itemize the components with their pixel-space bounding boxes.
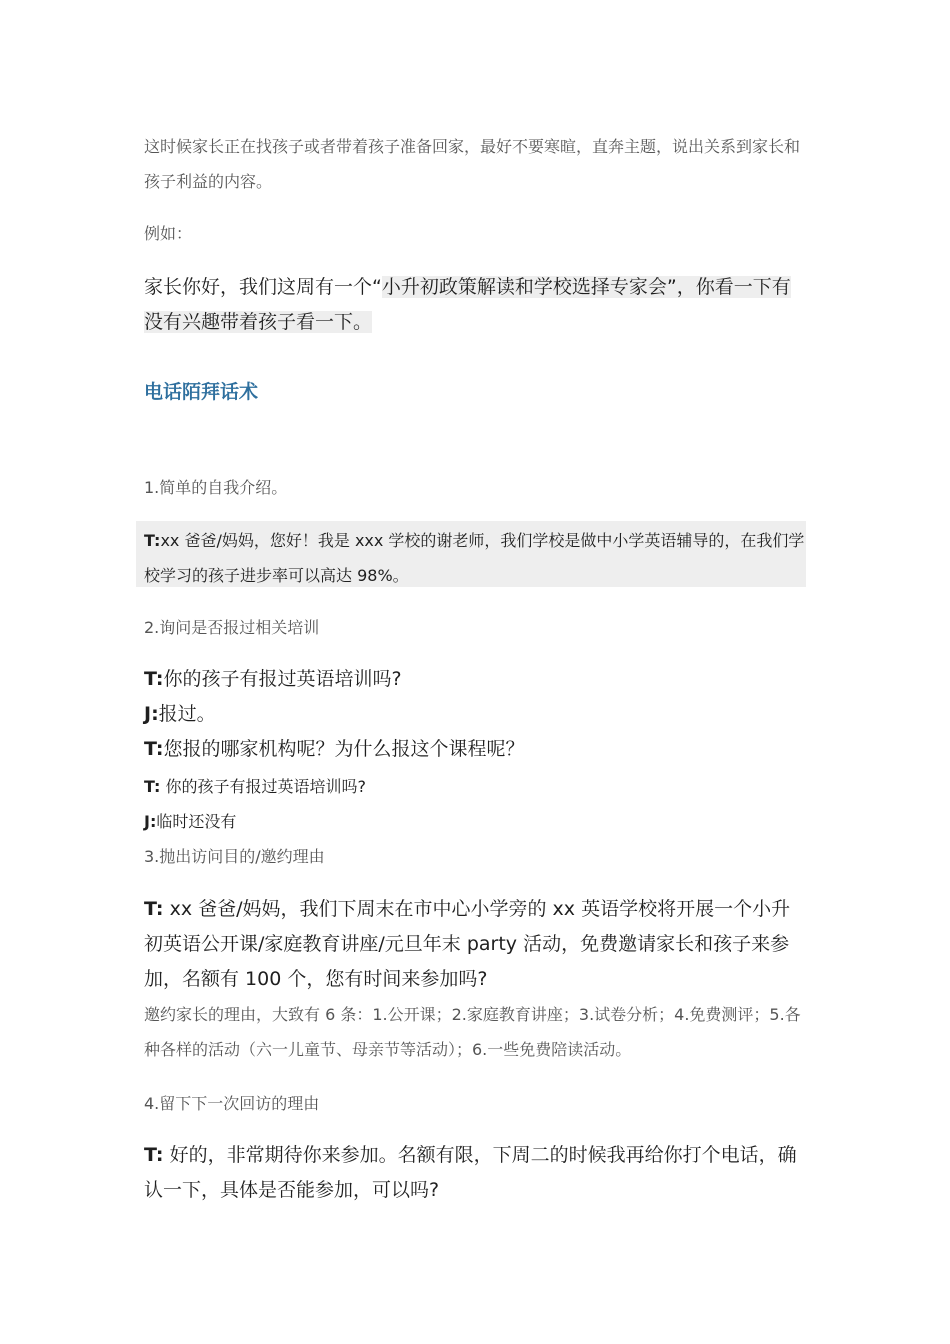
- step3-note: 邀约家长的理由，大致有 6 条：1.公开课；2.家庭教育讲座；3.试卷分析；4.免费测评；5.各种各样的活动（六一儿童节、母亲节等活动）；6.一些免费陪读活动。: [144, 1005, 801, 1059]
- step1-dialog-box: [136, 521, 806, 587]
- example-label: 例如：: [144, 224, 193, 243]
- step3-title: 3.抛出访问目的/邀约理由: [144, 847, 325, 866]
- dialog-text: 你的孩子有报过英语培训吗?: [163, 668, 402, 690]
- step4-text: 好的，非常期待你来参加。名额有限，下周二的时候我再给你打个电话，确认一下，具体是否能参加，可以吗?: [144, 1144, 797, 1201]
- dialog-text: 临时还没有: [156, 812, 237, 831]
- speaker-label: T:: [144, 777, 161, 796]
- speaker-label: T:: [144, 668, 164, 690]
- step4-title: 4.留下下一次回访的理由: [144, 1094, 320, 1113]
- step2-line: [144, 732, 806, 767]
- example-quote: [144, 270, 806, 340]
- step1-speaker: T:: [144, 531, 161, 550]
- step4-speaker: T:: [144, 1144, 164, 1166]
- step3-dialog: [144, 892, 806, 997]
- example-highlight: 小升初政策解读和学校选择专家会”，你看一下有没有兴趣带着孩子看一下。: [144, 276, 791, 333]
- section-title: 电话陌拜话术: [144, 381, 259, 403]
- step2-line: [144, 662, 806, 697]
- step1-title: 1.简单的自我介绍。: [144, 478, 288, 497]
- step3-speaker: T:: [144, 898, 164, 920]
- example-lead: 家长你好，我们这周有一个“: [144, 276, 382, 298]
- dialog-text: 报过。: [158, 703, 216, 725]
- intro-paragraph: 这时候家长正在找孩子或者带着孩子准备回家，最好不要寒暄，直奔主题，说出关系到家长和孩子利益的内容。: [144, 137, 801, 191]
- speaker-label: T:: [144, 738, 164, 760]
- step2-line: [144, 769, 806, 804]
- speaker-label: J:: [144, 703, 159, 725]
- step4-dialog: [144, 1138, 806, 1208]
- dialog-text: 你的孩子有报过英语培训吗?: [160, 777, 367, 796]
- speaker-label: J:: [144, 812, 157, 831]
- step3-text: xx 爸爸/妈妈，我们下周末在市中心小学旁的 xx 英语学校将开展一个小升初英语公开课/家庭教育讲座/元旦年末 party 活动，免费邀请家长和孩子来参加，名额有 100 个，您有时间来参加吗?: [144, 898, 791, 990]
- step1-text: xx 爸爸/妈妈，您好！我是 xxx 学校的谢老师，我们学校是做中小学英语辅导的，在我们学校学习的孩子进步率可以高达 98%。: [144, 531, 805, 585]
- step2-title: 2.询问是否报过相关培训: [144, 618, 320, 637]
- step2-line: [144, 697, 806, 732]
- dialog-text: 您报的哪家机构呢？为什么报这个课程呢？: [163, 738, 525, 760]
- step2-line: [144, 804, 806, 839]
